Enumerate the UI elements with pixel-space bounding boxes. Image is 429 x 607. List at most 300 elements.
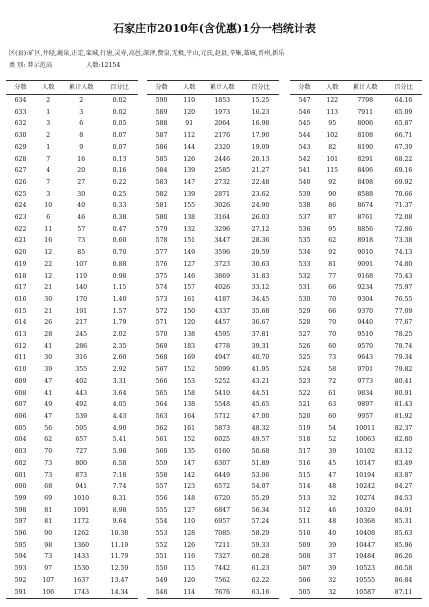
category-label: 类 别: [9, 62, 26, 69]
count-cell: 32 [328, 576, 337, 584]
score-cell: 567 [155, 366, 168, 374]
cumulative-cell: 1262 [73, 530, 90, 538]
cumulative-cell: 7442 [214, 565, 231, 573]
score-cell: 531 [298, 284, 311, 292]
table-row [6, 329, 138, 341]
cumulative-cell: 5410 [214, 389, 231, 397]
score-cell: 605 [14, 424, 27, 432]
score-cell: 573 [155, 295, 168, 303]
count-cell: 82 [328, 143, 337, 151]
cumulative-cell: 10555 [355, 576, 376, 584]
count-cell: 127 [183, 506, 196, 514]
percent-cell: 0.02 [112, 108, 127, 116]
percent-cell: 71.37 [394, 202, 413, 210]
percent-cell: 67.39 [394, 143, 413, 151]
table-row [6, 540, 138, 552]
score-cell: 593 [14, 565, 27, 573]
score-table-2 [147, 80, 279, 599]
percent-cell: 80.91 [394, 389, 413, 397]
cumulative-cell: 316 [75, 354, 88, 362]
table-row [147, 224, 279, 236]
count-cell: 73 [44, 459, 53, 467]
table-row [147, 95, 279, 107]
cumulative-cell: 443 [75, 389, 88, 397]
cumulative-cell: 7911 [357, 108, 374, 116]
header-cumulative: 累计人数 [61, 81, 101, 95]
table-row [147, 329, 279, 341]
table-row [290, 189, 422, 201]
cumulative-cell: 9091 [357, 260, 374, 268]
score-cell: 540 [298, 178, 311, 186]
score-cell: 557 [155, 483, 168, 491]
table-row [147, 235, 279, 247]
count-cell: 81 [44, 506, 53, 514]
table-row [6, 271, 138, 283]
percent-cell: 69.16 [394, 167, 413, 175]
cumulative-cell: 9957 [357, 412, 374, 420]
score-cell: 597 [14, 518, 27, 526]
count-cell: 113 [326, 108, 339, 116]
percent-cell: 26.03 [251, 214, 270, 222]
count-cell: 63 [328, 401, 337, 409]
score-cell: 511 [298, 518, 311, 526]
table-row [290, 352, 422, 364]
count-cell: 147 [183, 459, 196, 467]
cumulative-cell: 6307 [214, 459, 231, 467]
count-cell: 28 [44, 331, 53, 339]
score-cell: 544 [298, 132, 311, 140]
cumulative-cell: 5712 [214, 412, 231, 420]
table-row [6, 587, 138, 599]
score-cell: 570 [155, 331, 168, 339]
table-row [290, 458, 422, 470]
cumulative-cell: 5099 [214, 366, 231, 374]
cumulative-cell: 4337 [214, 307, 231, 315]
percent-cell: 72.86 [394, 225, 413, 233]
table-row [6, 142, 138, 154]
count-cell: 146 [183, 272, 196, 280]
cumulative-cell: 7211 [214, 541, 231, 549]
table-row [290, 411, 422, 423]
table-row [147, 481, 279, 493]
cumulative-cell: 355 [75, 366, 88, 374]
count-cell: 68 [44, 483, 53, 491]
percent-cell: 53.06 [251, 471, 270, 479]
cumulative-cell: 10274 [355, 494, 376, 502]
cumulative-cell: 800 [75, 459, 88, 467]
count-cell: 126 [183, 541, 196, 549]
percent-cell: 12.59 [110, 565, 129, 573]
count-cell: 128 [183, 530, 196, 538]
table-row [147, 130, 279, 142]
count-value: 12154 [100, 62, 121, 69]
table-row [147, 470, 279, 482]
header-count: 人数 [35, 81, 61, 95]
percent-cell: 85.96 [394, 541, 413, 549]
cumulative-cell: 2585 [214, 167, 231, 175]
percent-cell: 36.67 [251, 319, 270, 327]
cumulative-cell: 4947 [214, 354, 231, 362]
score-cell: 523 [298, 377, 311, 385]
cumulative-cell: 3596 [214, 249, 231, 257]
table-row [6, 130, 138, 142]
count-cell: 32 [319, 587, 345, 599]
table-row [147, 107, 279, 119]
score-cell: 533 [298, 260, 311, 268]
score-cell: 629 [14, 143, 27, 151]
table-row [147, 505, 279, 517]
cumulative-cell: 3296 [214, 225, 231, 233]
count-cell: 115 [326, 167, 339, 175]
cumulative-cell: 539 [75, 412, 88, 420]
percent-cell: 75.43 [394, 272, 413, 280]
score-cell: 520 [298, 412, 311, 420]
cumulative-cell: 4457 [214, 319, 231, 327]
percent-cell: 8.31 [112, 494, 127, 502]
cumulative-cell: 8190 [357, 143, 374, 151]
cumulative-cell: 6 [79, 120, 84, 128]
table-row [290, 177, 422, 189]
score-cell: 588 [155, 120, 168, 128]
table-row [147, 516, 279, 528]
table-row [147, 458, 279, 470]
percent-cell: 50.68 [251, 448, 270, 456]
count-cell: 138 [183, 331, 196, 339]
count-cell: 69 [44, 494, 53, 502]
cumulative-cell: 9440 [357, 319, 374, 327]
percent-cell: 81.92 [394, 412, 413, 420]
table-row [6, 282, 138, 294]
table-row [147, 434, 279, 446]
percent-cell: 0.60 [112, 237, 127, 245]
count-cell: 2 [46, 132, 51, 140]
percent-cell: 22.48 [251, 178, 270, 186]
cumulative-cell: 4595 [214, 331, 231, 339]
percent-cell: 6.58 [112, 459, 127, 467]
percent-cell: 5.98 [112, 448, 127, 456]
count-cell: 7 [46, 178, 51, 186]
percent-cell: 10.38 [110, 530, 129, 538]
count-cell: 72 [328, 377, 337, 385]
header-percent: 百分比 [242, 81, 279, 95]
count-cell: 126 [183, 155, 196, 163]
percent-cell: 76.55 [394, 295, 413, 303]
cumulative-cell: 6957 [214, 518, 231, 526]
count-cell: 11 [44, 225, 53, 233]
score-cell: 547 [298, 97, 311, 104]
percent-cell: 69.92 [394, 178, 413, 186]
cumulative-cell: 7327 [214, 553, 231, 561]
percent-cell: 79.34 [394, 354, 413, 362]
score-cell: 583 [155, 178, 168, 186]
score-cell: 537 [298, 214, 311, 222]
cumulative-cell: 9897 [357, 401, 374, 409]
percent-cell: 0.05 [112, 120, 127, 128]
percent-cell: 31.83 [251, 272, 270, 280]
count-cell: 123 [183, 483, 196, 491]
percent-cell: 8.98 [112, 506, 127, 514]
cumulative-cell: 245 [75, 331, 88, 339]
percent-cell: 27.12 [251, 225, 270, 233]
cumulative-cell: 2446 [214, 155, 231, 163]
count-cell: 101 [326, 155, 339, 163]
cumulative-cell: 1530 [73, 565, 90, 573]
percent-cell: 83.49 [394, 459, 413, 467]
table-row [147, 388, 279, 400]
cumulative-cell: 1360 [73, 541, 90, 549]
percent-cell: 55.29 [251, 494, 270, 502]
cumulative-cell: 1091 [73, 506, 90, 514]
table-row [147, 399, 279, 411]
score-cell: 610 [14, 366, 27, 374]
percent-cell: 48.32 [251, 424, 270, 432]
count-cell: 54 [328, 424, 337, 432]
count-cell: 92 [328, 178, 337, 186]
page-title: 石家庄市2010年(含优惠)1分一档统计表 [113, 22, 316, 35]
score-cell: 607 [14, 401, 27, 409]
percent-cell: 4.05 [112, 401, 127, 409]
score-cell: 600 [14, 483, 27, 491]
table-row [6, 575, 138, 587]
table-row [147, 177, 279, 189]
count-cell: 39 [328, 448, 337, 456]
percent-cell: 4.43 [112, 412, 127, 420]
percent-cell: 82.37 [394, 424, 413, 432]
score-cell: 595 [14, 541, 27, 549]
table-row [6, 376, 138, 388]
header-percent: 百分比 [101, 81, 138, 95]
percent-cell: 2.35 [112, 342, 127, 350]
percent-cell: 11.79 [110, 553, 129, 561]
percent-cell: 0.25 [112, 190, 127, 198]
percent-cell: 75.97 [394, 284, 413, 292]
score-cell: 538 [298, 202, 311, 210]
score-cell: 509 [298, 541, 311, 549]
percent-cell: 1.15 [112, 284, 127, 292]
count-cell: 6 [46, 214, 51, 222]
score-cell: 614 [14, 319, 27, 327]
score-cell: 561 [155, 436, 168, 444]
percent-cell: 16.23 [251, 108, 270, 116]
count-cell: 21 [44, 284, 53, 292]
score-cell: 529 [298, 307, 311, 315]
table-row [147, 587, 279, 599]
count-cell: 122 [326, 97, 339, 104]
count-cell: 127 [183, 260, 196, 268]
count-cell: 110 [183, 518, 196, 526]
score-cell: 608 [14, 389, 27, 397]
table-row [6, 107, 138, 119]
percent-cell: 79.82 [394, 366, 413, 374]
percent-cell: 85.31 [394, 518, 413, 526]
score-cell: 521 [298, 401, 311, 409]
count-cell: 150 [183, 307, 196, 315]
score-cell: 560 [155, 448, 168, 456]
percent-cell: 82.80 [394, 436, 413, 444]
header-count: 人数 [319, 81, 345, 95]
percent-cell: 47.00 [251, 412, 270, 420]
count-cell: 3 [46, 120, 51, 128]
score-cell: 626 [14, 178, 27, 186]
table-header-row [6, 81, 138, 95]
cumulative-cell: 6025 [214, 436, 231, 444]
score-cell: 615 [14, 307, 27, 315]
table-row [6, 528, 138, 540]
table-row [6, 177, 138, 189]
cumulative-cell: 10368 [355, 518, 376, 526]
cumulative-cell: 8588 [357, 190, 374, 198]
count-cell: 116 [183, 553, 196, 561]
score-cell: 566 [155, 377, 168, 385]
count-cell: 41 [44, 389, 53, 397]
count-cell: 161 [183, 424, 196, 432]
count-cell: 77 [328, 272, 337, 280]
percent-cell: 77.67 [394, 319, 413, 327]
score-cell: 535 [298, 237, 311, 245]
score-cell: 559 [155, 459, 168, 467]
cumulative-cell: 3869 [214, 272, 231, 280]
score-cell: 618 [14, 272, 27, 280]
cumulative-cell: 16 [77, 155, 86, 163]
count-cell: 60 [328, 412, 337, 420]
score-cell: 619 [14, 260, 27, 268]
percent-cell: 51.89 [251, 459, 270, 467]
score-cell: 564 [155, 401, 168, 409]
count-cell: 40 [328, 530, 337, 538]
cumulative-cell: 191 [75, 307, 88, 315]
count-cell: 152 [183, 436, 196, 444]
cumulative-cell: 1172 [73, 518, 90, 526]
count-cell: 70 [328, 331, 337, 339]
cumulative-cell: 3447 [214, 237, 231, 245]
cumulative-cell: 8761 [357, 214, 374, 222]
percent-cell: 0.02 [112, 97, 127, 104]
table-header-row [290, 81, 422, 95]
table-row [6, 551, 138, 563]
table-row [290, 399, 422, 411]
table-row [147, 563, 279, 575]
count-cell: 32 [328, 494, 337, 502]
score-cell: 624 [14, 202, 27, 210]
table-row [290, 434, 422, 446]
cumulative-cell: 7085 [214, 530, 231, 538]
score-cell: 611 [14, 354, 27, 362]
count-cell: 144 [183, 143, 196, 151]
count-cell: 39 [328, 565, 337, 573]
percent-cell: 4.90 [112, 424, 127, 432]
count-cell: 60 [328, 342, 337, 350]
cumulative-cell: 1637 [73, 576, 90, 584]
cumulative-cell: 9701 [357, 366, 374, 374]
count-cell: 16 [44, 237, 53, 245]
score-cell: 601 [14, 471, 27, 479]
percent-cell: 3.31 [112, 377, 127, 385]
percent-cell: 0.88 [112, 260, 127, 268]
count-cell: 112 [183, 132, 196, 140]
table-row [6, 224, 138, 236]
table-row [290, 341, 422, 353]
score-cell: 519 [298, 424, 311, 432]
cumulative-cell: 9510 [357, 331, 374, 339]
count-cell: 91 [185, 120, 194, 128]
count-cell: 30 [44, 295, 53, 303]
cumulative-cell: 4778 [214, 342, 231, 350]
count-cell: 138 [183, 401, 196, 409]
count-cell: 90 [44, 530, 53, 538]
cumulative-cell: 9834 [357, 389, 374, 397]
cumulative-cell: 27 [77, 178, 86, 186]
score-cell: 532 [298, 272, 311, 280]
count-cell: 47 [328, 471, 337, 479]
table-row [290, 200, 422, 212]
count-cell: 132 [183, 225, 196, 233]
count-cell: 98 [44, 541, 53, 549]
cumulative-cell: 107 [75, 260, 88, 268]
table-row [290, 329, 422, 341]
count-cell: 151 [183, 237, 196, 245]
count-cell: 41 [44, 342, 53, 350]
count-cell: 48 [328, 483, 337, 491]
percent-cell: 2.02 [112, 331, 127, 339]
count-cell: 114 [176, 587, 202, 599]
cumulative-cell: 40 [77, 202, 86, 210]
table-row [147, 271, 279, 283]
percent-cell: 77.09 [394, 307, 413, 315]
cumulative-cell: 6160 [214, 448, 231, 456]
percent-cell: 44.51 [251, 389, 270, 397]
percent-cell: 70.66 [394, 190, 413, 198]
percent-cell: 65.09 [394, 108, 413, 116]
score-cell: 542 [298, 155, 311, 163]
table-row [290, 423, 422, 435]
count-cell: 48 [328, 518, 337, 526]
cumulative-cell: 5252 [214, 377, 231, 385]
percent-cell: 54.07 [251, 483, 270, 491]
table-row [6, 165, 138, 177]
cumulative-cell: 2064 [214, 120, 231, 128]
percent-cell: 49.57 [251, 436, 270, 444]
table-row [6, 458, 138, 470]
cumulative-cell: 140 [75, 284, 88, 292]
table-row [290, 130, 422, 142]
score-cell: 527 [298, 331, 311, 339]
percent-cell: 7.74 [112, 483, 127, 491]
table-row [147, 259, 279, 271]
cumulative-cell: 9 [79, 143, 84, 151]
cumulative-cell: 5873 [214, 424, 231, 432]
percent-cell: 23.62 [251, 190, 270, 198]
table-row [6, 212, 138, 224]
score-cell: 512 [298, 506, 311, 514]
score-cell: 534 [298, 249, 311, 257]
score-cell: 591 [6, 587, 35, 599]
cumulative-cell: 9304 [357, 295, 374, 303]
score-cell: 510 [298, 530, 311, 538]
percent-cell: 65.87 [394, 120, 413, 128]
percent-cell: 3.64 [112, 389, 127, 397]
score-cell: 515 [298, 471, 311, 479]
percent-cell: 1.79 [112, 319, 127, 327]
percent-cell: 74.80 [394, 260, 413, 268]
cumulative-cell: 30 [77, 190, 86, 198]
table-row [147, 352, 279, 364]
cumulative-cell: 20 [77, 167, 86, 175]
count-cell: 73 [44, 553, 53, 561]
score-cell: 599 [14, 494, 27, 502]
cumulative-cell: 9234 [357, 284, 374, 292]
percent-cell: 0.16 [112, 167, 127, 175]
table-row [147, 142, 279, 154]
